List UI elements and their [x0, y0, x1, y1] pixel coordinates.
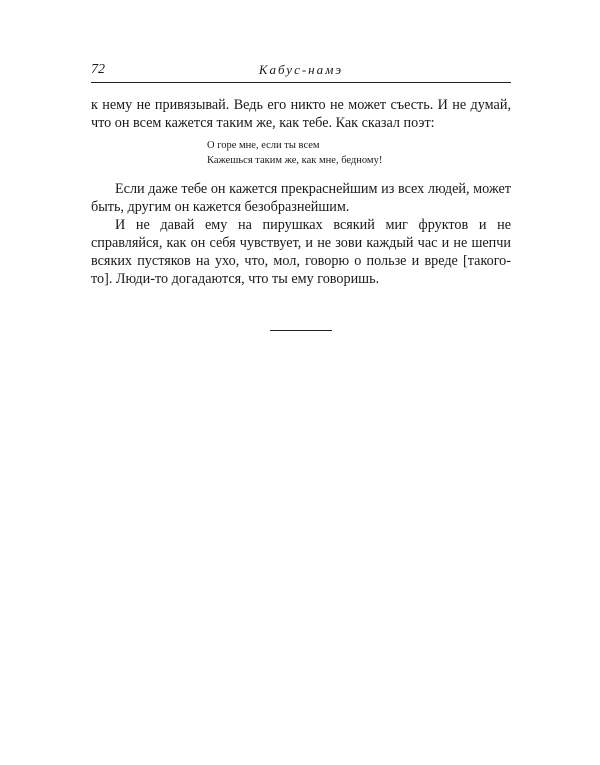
page-body [91, 96, 511, 288]
paragraph: к нему не привязывай. Ведь его никто не может съесть. И не думай, что он всем кажется таким же, как тебе. Как сказал поэт: [91, 97, 511, 131]
section-end-divider [270, 330, 332, 331]
paragraph: И не давай ему на пирушках всякий миг фруктов и не справляйся, как он себя чувствует, и не зови каждый час и не шепчи всяких пустяков на ухо, что, мол, говорю о пользе и вреде [такого-то]. Люди-то догадаются, что ты ему говоришь. [91, 217, 511, 287]
page-header [91, 62, 511, 80]
running-title: Кабус-намэ [258, 62, 344, 77]
page-number: 72 [91, 62, 105, 77]
paragraph: Если даже тебе он кажется прекраснейшим из всех людей, может быть, другим он кажется безобразнейшим. [91, 181, 511, 215]
verse-line: Кажешься таким же, как мне, бедному! [207, 155, 383, 166]
verse-quote [91, 138, 511, 168]
verse-line: О горе мне, если ты всем [207, 140, 320, 151]
header-divider [91, 82, 511, 83]
